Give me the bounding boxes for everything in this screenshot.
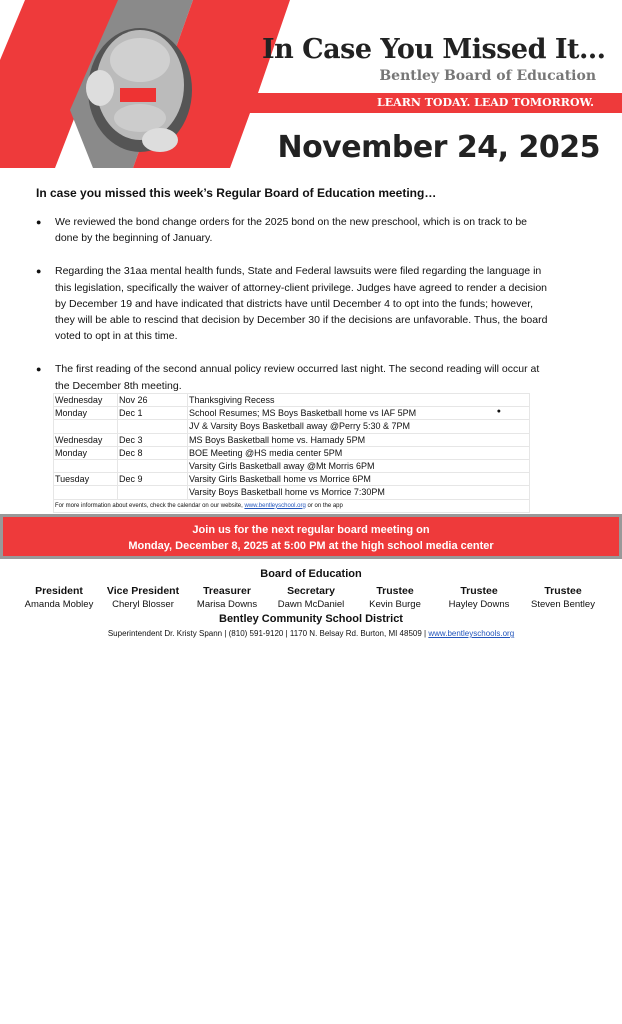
member-name: Marisa Downs	[196, 599, 258, 610]
member-name: Amanda Mobley	[24, 599, 94, 610]
day-cell: Tuesday	[54, 473, 118, 486]
list-item: ● Regarding the 31aa mental health funds, State and Federal lawsuits were filed regarding the language in this legislation, specifically the waiver of attorney-client privilege. Judges have agreed to render a decision by December 19 and have indicated that districts have until December 4 to opt into the funds; however, they will be able to rescind that decision by December 30 if the decisions are unfavorable. Thus, the board voted to opt in at this time.	[36, 263, 548, 344]
calendar-website-link[interactable]: www.bentleyschool.org	[244, 502, 306, 509]
day-cell: Wednesday	[54, 433, 118, 446]
list-item: ● The first reading of the second annual policy review occurred last night. The second reading will occur at the December 8th meeting.	[36, 361, 548, 393]
board-member	[270, 585, 352, 610]
table-row	[54, 420, 530, 433]
date-cell	[118, 486, 188, 499]
intro-heading: In case you missed this week’s Regular Board of Education meeting…	[36, 186, 437, 200]
day-cell: Monday	[54, 407, 118, 420]
board-heading: Board of Education	[260, 568, 362, 580]
date-cell: Nov 26	[118, 394, 188, 407]
day-cell: Monday	[54, 446, 118, 459]
board-section	[0, 568, 622, 638]
board-member	[186, 585, 268, 610]
member-role: President	[35, 585, 83, 597]
event-cell: BOE Meeting @HS media center 5PM	[188, 446, 530, 459]
table-row	[54, 407, 530, 420]
banner-line-1: Join us for the next regular board meeting on	[192, 524, 430, 536]
member-role: Vice President	[106, 585, 180, 597]
board-member	[438, 585, 520, 610]
event-cell: Thanksgiving Recess	[188, 394, 530, 407]
member-name: Dawn McDaniel	[277, 599, 345, 610]
member-role: Trustee	[376, 585, 414, 597]
event-cell: MS Boys Basketball home vs. Hamady 5PM	[188, 433, 530, 446]
newsletter-title: In Case You Missed It…	[262, 34, 606, 65]
event-cell: Varsity Girls Basketball home vs Morrice 6PM	[188, 473, 530, 486]
event-cell: School Resumes; MS Boys Basketball home vs IAF 5PM ●	[188, 407, 530, 420]
table-row	[54, 459, 530, 472]
date-cell: Dec 9	[118, 473, 188, 486]
member-name: Steven Bentley	[531, 599, 595, 610]
table-row	[54, 433, 530, 446]
events-calendar-table	[53, 393, 530, 513]
member-role: Secretary	[287, 585, 335, 597]
table-note-row	[54, 499, 530, 512]
highlights-list	[36, 214, 548, 411]
board-members	[0, 585, 622, 610]
newsletter-subtitle: Bentley Board of Education	[379, 68, 596, 84]
date-cell	[118, 459, 188, 472]
date-cell: Dec 3	[118, 433, 188, 446]
table-row	[54, 394, 530, 407]
district-name: Bentley Community School District	[219, 613, 403, 625]
banner-line-2: Monday, December 8, 2025 at 5:00 PM at the high school media center	[128, 539, 494, 552]
date-cell: Dec 8	[118, 446, 188, 459]
day-cell	[54, 459, 118, 472]
member-name: Kevin Burge	[369, 599, 421, 610]
board-member	[18, 585, 100, 610]
list-item: ● We reviewed the bond change orders for the 2025 bond on the new preschool, which is on track to be done by the beginning of January.	[36, 214, 548, 246]
table-row	[54, 446, 530, 459]
slogan: LEARN TODAY. LEAD TOMORROW.	[377, 96, 594, 109]
newsletter-date: November 24, 2025	[277, 130, 600, 165]
day-cell: Wednesday	[54, 394, 118, 407]
contact-footer	[0, 629, 622, 638]
calendar-note	[54, 499, 530, 512]
event-cell: Varsity Girls Basketball away @Mt Morris 6PM	[188, 459, 530, 472]
bullet-dot-icon: ●	[496, 408, 501, 416]
note-text: or on the app	[305, 502, 343, 509]
table-row	[54, 486, 530, 499]
member-name: Hayley Downs	[448, 599, 510, 610]
member-role: Trustee	[544, 585, 582, 597]
member-name: Cheryl Blosser	[112, 599, 174, 610]
header-banner	[0, 0, 622, 170]
day-cell	[54, 420, 118, 433]
board-member	[102, 585, 184, 610]
date-cell: Dec 1	[118, 407, 188, 420]
member-role: Treasurer	[203, 585, 251, 597]
board-member	[354, 585, 436, 610]
table-row	[54, 473, 530, 486]
board-member	[522, 585, 604, 610]
contact-text: Superintendent Dr. Kristy Spann | (810) 591-9120 | 1170 N. Belsay Rd. Burton, MI 48509 |	[107, 629, 429, 638]
website-link[interactable]: www.bentleyschools.org	[428, 629, 515, 638]
day-cell	[54, 486, 118, 499]
member-role: Trustee	[460, 585, 498, 597]
next-meeting-banner	[0, 514, 622, 559]
event-cell: JV & Varsity Boys Basketball away @Perry 5:30 & 7PM	[188, 420, 530, 433]
note-text: For more information about events, check the calendar on our website,	[55, 502, 245, 509]
event-cell: Varsity Boys Basketball home vs Morrice 7:30PM	[188, 486, 530, 499]
date-cell	[118, 420, 188, 433]
